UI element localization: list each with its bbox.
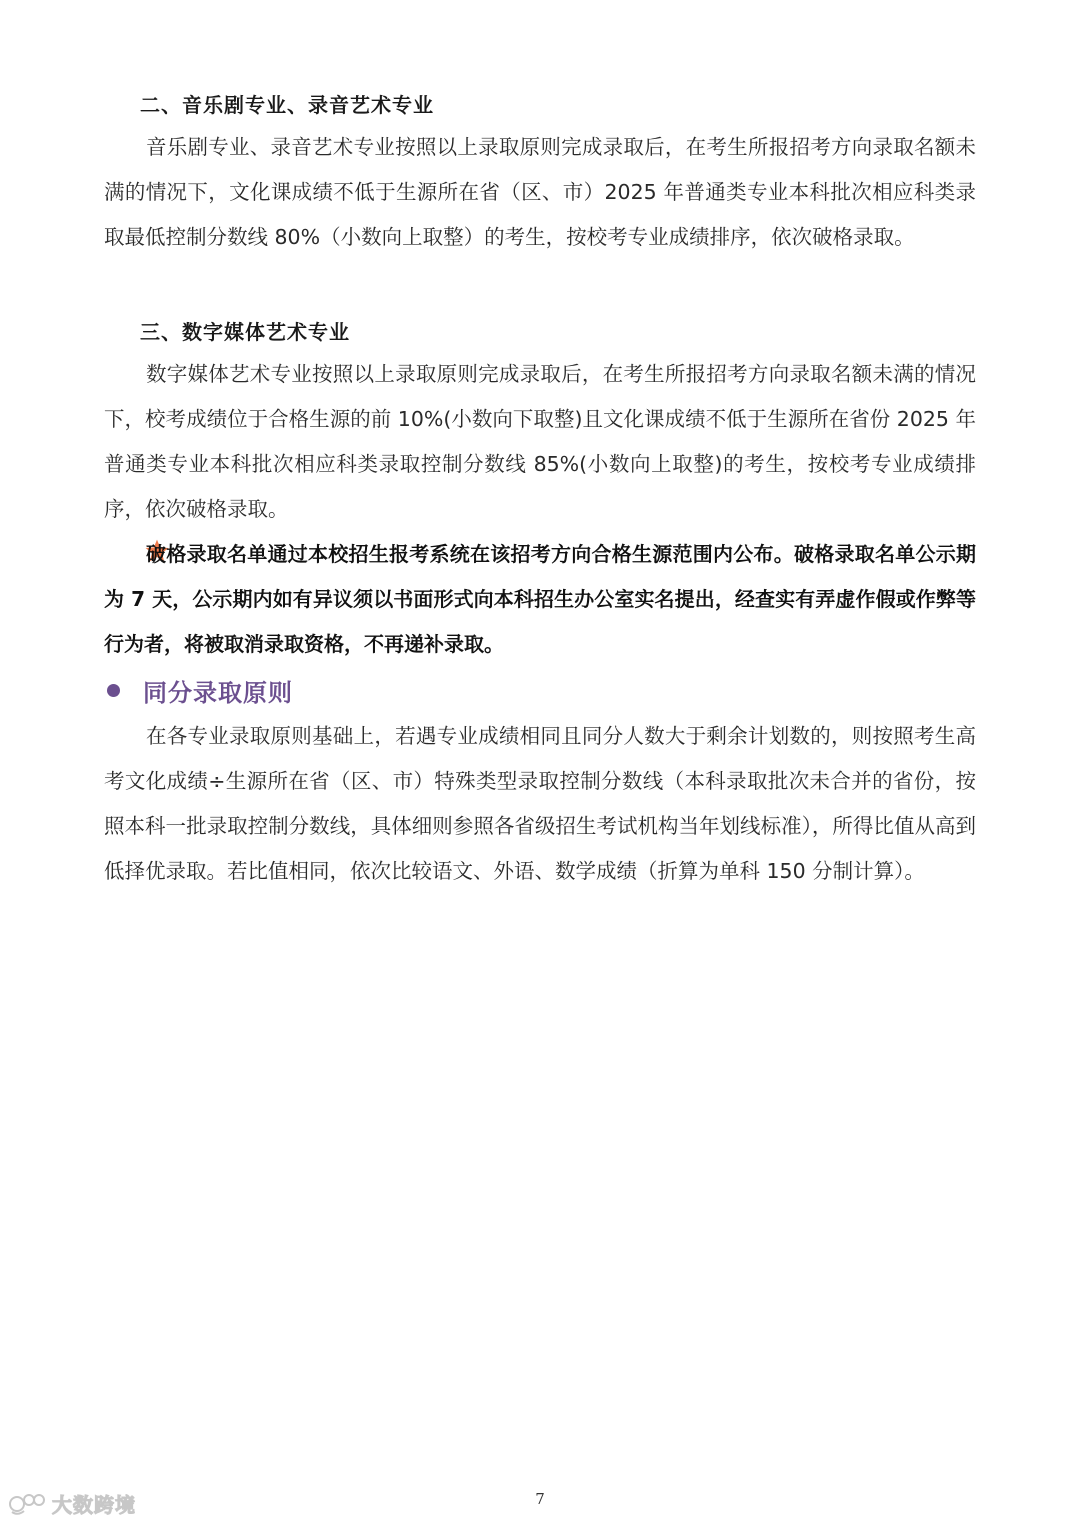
section-title-tie-rule xyxy=(104,672,293,708)
paragraph-musical: 音乐剧专业、录音艺术专业按照以上录取原则完成录取后，在考生所报招考方向录取名额未满的情况下，文化课成绩不低于生源所在省（区、市）2025 年普通类专业本科批次相应科类录取最低控制分数线 80%（小数向上取整）的考生，按校考专业成绩排序，依次破格录取。 xyxy=(104,135,976,249)
bullet-dot-icon xyxy=(107,684,120,697)
exceptional-admission-notice: 破格录取名单通过本校招生报考系统在该招考方向合格生源范围内公布。破格录取名单公示期为 7 天，公示期内如有异议须以书面形式向本科招生办公室实名提出，经查实有弄虚作假或作弊等行为者，将被取消录取资格，不再递补录取。 xyxy=(104,542,976,656)
section-heading-musical: 二、音乐剧专业、录音艺术专业 xyxy=(140,93,434,117)
page-number: 7 xyxy=(535,1490,545,1508)
watermark-logo-icon xyxy=(8,1490,48,1516)
section-title-text: 同分录取原则 xyxy=(143,678,293,707)
section-heading-digital-media: 三、数字媒体艺术专业 xyxy=(140,320,350,344)
paragraph-digital-media: 数字媒体艺术专业按照以上录取原则完成录取后，在考生所报招考方向录取名额未满的情况下，校考成绩位于合格生源的前 10%(小数向下取整)且文化课成绩不低于生源所在省份 2025 年普通类专业本科批次相应科类录取控制分数线 85%(小数向上取整)的考生，按校考专业成绩排序，依次破格录取。 xyxy=(104,362,976,521)
watermark-text: 大数跨境 xyxy=(52,1492,136,1517)
watermark xyxy=(8,1488,136,1518)
paragraph-tie-rule: 在各专业录取原则基础上，若遇专业成绩相同且同分人数大于剩余计划数的，则按照考生高考文化成绩÷生源所在省（区、市）特殊类型录取控制分数线（本科录取批次未合并的省份，按照本科一批录取控制分数线，具体细则参照各省级招生考试机构当年划线标准），所得比值从高到低择优录取。若比值相同，依次比较语文、外语、数学成绩（折算为单科 150 分制计算）。 xyxy=(104,724,976,883)
